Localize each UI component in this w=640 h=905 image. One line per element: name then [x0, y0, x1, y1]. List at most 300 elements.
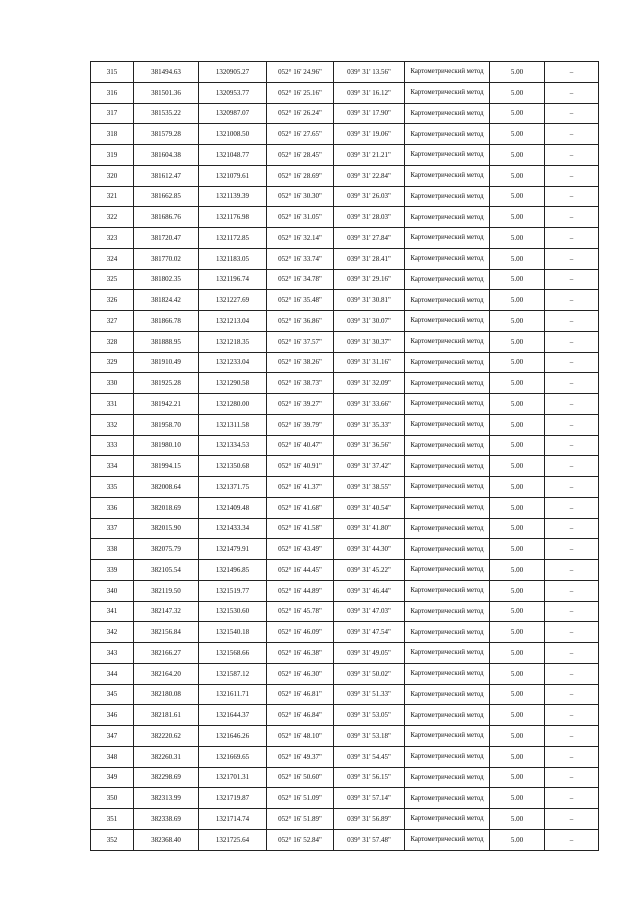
method-cell: Картометрический метод	[405, 726, 490, 747]
table-row	[91, 248, 599, 269]
point-number-cell: 320	[91, 165, 134, 186]
point-number-cell: 352	[91, 829, 134, 850]
table-row	[91, 601, 599, 622]
table-row	[91, 435, 599, 456]
latitude-cell: 052° 16' 41.58"	[267, 518, 334, 539]
longitude-cell: 039° 31' 36.56"	[334, 435, 405, 456]
accuracy-cell: 5.00	[490, 809, 545, 830]
latitude-cell: 052° 16' 41.68"	[267, 497, 334, 518]
x-coordinate-cell: 381604.38	[134, 145, 199, 166]
point-number-cell: 332	[91, 414, 134, 435]
latitude-cell: 052° 16' 50.60"	[267, 767, 334, 788]
method-cell: Картометрический метод	[405, 684, 490, 705]
y-coordinate-cell: 1321568.66	[199, 643, 267, 664]
y-coordinate-cell: 1321350.68	[199, 456, 267, 477]
longitude-cell: 039° 31' 53.18"	[334, 726, 405, 747]
method-cell: Картометрический метод	[405, 62, 490, 83]
y-coordinate-cell: 1321644.37	[199, 705, 267, 726]
table-row	[91, 331, 599, 352]
x-coordinate-cell: 382164.20	[134, 663, 199, 684]
point-number-cell: 329	[91, 352, 134, 373]
y-coordinate-cell: 1321540.18	[199, 622, 267, 643]
table-row	[91, 165, 599, 186]
x-coordinate-cell: 381910.49	[134, 352, 199, 373]
accuracy-cell: 5.00	[490, 726, 545, 747]
point-number-cell: 335	[91, 477, 134, 498]
accuracy-cell: 5.00	[490, 539, 545, 560]
accuracy-cell: 5.00	[490, 186, 545, 207]
x-coordinate-cell: 382220.62	[134, 726, 199, 747]
note-cell: –	[545, 643, 599, 664]
method-cell: Картометрический метод	[405, 207, 490, 228]
point-number-cell: 323	[91, 228, 134, 249]
note-cell: –	[545, 705, 599, 726]
table-row	[91, 477, 599, 498]
method-cell: Картометрический метод	[405, 145, 490, 166]
accuracy-cell: 5.00	[490, 477, 545, 498]
x-coordinate-cell: 382180.08	[134, 684, 199, 705]
table-row	[91, 352, 599, 373]
method-cell: Картометрический метод	[405, 809, 490, 830]
note-cell: –	[545, 82, 599, 103]
y-coordinate-cell: 1320987.07	[199, 103, 267, 124]
note-cell: –	[545, 435, 599, 456]
y-coordinate-cell: 1321290.58	[199, 373, 267, 394]
latitude-cell: 052° 16' 30.30"	[267, 186, 334, 207]
longitude-cell: 039° 31' 57.14"	[334, 788, 405, 809]
latitude-cell: 052° 16' 46.81"	[267, 684, 334, 705]
y-coordinate-cell: 1321496.85	[199, 560, 267, 581]
method-cell: Картометрический метод	[405, 269, 490, 290]
latitude-cell: 052° 16' 36.86"	[267, 311, 334, 332]
x-coordinate-cell: 382147.32	[134, 601, 199, 622]
x-coordinate-cell: 382008.64	[134, 477, 199, 498]
accuracy-cell: 5.00	[490, 228, 545, 249]
longitude-cell: 039° 31' 53.05"	[334, 705, 405, 726]
x-coordinate-cell: 381958.70	[134, 414, 199, 435]
point-number-cell: 327	[91, 311, 134, 332]
latitude-cell: 052° 16' 34.78"	[267, 269, 334, 290]
method-cell: Картометрический метод	[405, 124, 490, 145]
point-number-cell: 345	[91, 684, 134, 705]
accuracy-cell: 5.00	[490, 643, 545, 664]
method-cell: Картометрический метод	[405, 248, 490, 269]
accuracy-cell: 5.00	[490, 414, 545, 435]
latitude-cell: 052° 16' 45.78"	[267, 601, 334, 622]
point-number-cell: 316	[91, 82, 134, 103]
table-row	[91, 228, 599, 249]
x-coordinate-cell: 382105.54	[134, 560, 199, 581]
accuracy-cell: 5.00	[490, 829, 545, 850]
latitude-cell: 052° 16' 51.09"	[267, 788, 334, 809]
method-cell: Картометрический метод	[405, 767, 490, 788]
coordinates-table-body	[91, 62, 599, 851]
latitude-cell: 052° 16' 33.74"	[267, 248, 334, 269]
latitude-cell: 052° 16' 39.27"	[267, 394, 334, 415]
longitude-cell: 039° 31' 56.15"	[334, 767, 405, 788]
method-cell: Картометрический метод	[405, 414, 490, 435]
method-cell: Картометрический метод	[405, 228, 490, 249]
longitude-cell: 039° 31' 57.48"	[334, 829, 405, 850]
longitude-cell: 039° 31' 32.09"	[334, 373, 405, 394]
accuracy-cell: 5.00	[490, 684, 545, 705]
table-row	[91, 373, 599, 394]
table-row	[91, 124, 599, 145]
accuracy-cell: 5.00	[490, 518, 545, 539]
note-cell: –	[545, 622, 599, 643]
accuracy-cell: 5.00	[490, 497, 545, 518]
note-cell: –	[545, 477, 599, 498]
note-cell: –	[545, 124, 599, 145]
method-cell: Картометрический метод	[405, 643, 490, 664]
longitude-cell: 039° 31' 47.03"	[334, 601, 405, 622]
latitude-cell: 052° 16' 28.69"	[267, 165, 334, 186]
y-coordinate-cell: 1321669.65	[199, 746, 267, 767]
accuracy-cell: 5.00	[490, 352, 545, 373]
latitude-cell: 052° 16' 44.45"	[267, 560, 334, 581]
latitude-cell: 052° 16' 38.26"	[267, 352, 334, 373]
longitude-cell: 039° 31' 31.16"	[334, 352, 405, 373]
table-row	[91, 809, 599, 830]
method-cell: Картометрический метод	[405, 456, 490, 477]
note-cell: –	[545, 518, 599, 539]
note-cell: –	[545, 186, 599, 207]
note-cell: –	[545, 228, 599, 249]
y-coordinate-cell: 1321280.00	[199, 394, 267, 415]
accuracy-cell: 5.00	[490, 663, 545, 684]
x-coordinate-cell: 382075.79	[134, 539, 199, 560]
method-cell: Картометрический метод	[405, 705, 490, 726]
note-cell: –	[545, 352, 599, 373]
x-coordinate-cell: 381535.22	[134, 103, 199, 124]
note-cell: –	[545, 145, 599, 166]
x-coordinate-cell: 382181.61	[134, 705, 199, 726]
point-number-cell: 339	[91, 560, 134, 581]
table-row	[91, 560, 599, 581]
method-cell: Картометрический метод	[405, 518, 490, 539]
method-cell: Картометрический метод	[405, 311, 490, 332]
accuracy-cell: 5.00	[490, 311, 545, 332]
longitude-cell: 039° 31' 37.42"	[334, 456, 405, 477]
method-cell: Картометрический метод	[405, 622, 490, 643]
y-coordinate-cell: 1321433.34	[199, 518, 267, 539]
note-cell: –	[545, 809, 599, 830]
longitude-cell: 039° 31' 46.44"	[334, 580, 405, 601]
table-row	[91, 518, 599, 539]
x-coordinate-cell: 382018.69	[134, 497, 199, 518]
longitude-cell: 039° 31' 44.30"	[334, 539, 405, 560]
latitude-cell: 052° 16' 46.84"	[267, 705, 334, 726]
note-cell: –	[545, 601, 599, 622]
accuracy-cell: 5.00	[490, 207, 545, 228]
point-number-cell: 322	[91, 207, 134, 228]
note-cell: –	[545, 829, 599, 850]
point-number-cell: 348	[91, 746, 134, 767]
point-number-cell: 344	[91, 663, 134, 684]
table-row	[91, 456, 599, 477]
method-cell: Картометрический метод	[405, 165, 490, 186]
longitude-cell: 039° 31' 22.84"	[334, 165, 405, 186]
y-coordinate-cell: 1321725.64	[199, 829, 267, 850]
longitude-cell: 039° 31' 35.33"	[334, 414, 405, 435]
point-number-cell: 317	[91, 103, 134, 124]
x-coordinate-cell: 381770.02	[134, 248, 199, 269]
accuracy-cell: 5.00	[490, 145, 545, 166]
point-number-cell: 321	[91, 186, 134, 207]
y-coordinate-cell: 1321196.74	[199, 269, 267, 290]
accuracy-cell: 5.00	[490, 601, 545, 622]
x-coordinate-cell: 381925.28	[134, 373, 199, 394]
x-coordinate-cell: 382298.69	[134, 767, 199, 788]
point-number-cell: 325	[91, 269, 134, 290]
y-coordinate-cell: 1321008.50	[199, 124, 267, 145]
x-coordinate-cell: 381501.36	[134, 82, 199, 103]
point-number-cell: 336	[91, 497, 134, 518]
table-row	[91, 145, 599, 166]
note-cell: –	[545, 539, 599, 560]
point-number-cell: 349	[91, 767, 134, 788]
longitude-cell: 039° 31' 56.89"	[334, 809, 405, 830]
point-number-cell: 338	[91, 539, 134, 560]
y-coordinate-cell: 1321213.04	[199, 311, 267, 332]
coordinates-table	[90, 61, 599, 851]
point-number-cell: 351	[91, 809, 134, 830]
accuracy-cell: 5.00	[490, 788, 545, 809]
point-number-cell: 350	[91, 788, 134, 809]
x-coordinate-cell: 381494.63	[134, 62, 199, 83]
latitude-cell: 052° 16' 35.48"	[267, 290, 334, 311]
latitude-cell: 052° 16' 46.30"	[267, 663, 334, 684]
table-row	[91, 207, 599, 228]
latitude-cell: 052° 16' 38.73"	[267, 373, 334, 394]
table-row	[91, 82, 599, 103]
x-coordinate-cell: 382260.31	[134, 746, 199, 767]
y-coordinate-cell: 1321233.04	[199, 352, 267, 373]
latitude-cell: 052° 16' 24.96"	[267, 62, 334, 83]
table-row	[91, 726, 599, 747]
accuracy-cell: 5.00	[490, 62, 545, 83]
table-row	[91, 580, 599, 601]
table-row	[91, 103, 599, 124]
y-coordinate-cell: 1320953.77	[199, 82, 267, 103]
latitude-cell: 052° 16' 49.37"	[267, 746, 334, 767]
y-coordinate-cell: 1321139.39	[199, 186, 267, 207]
point-number-cell: 333	[91, 435, 134, 456]
latitude-cell: 052° 16' 51.89"	[267, 809, 334, 830]
y-coordinate-cell: 1321183.05	[199, 248, 267, 269]
y-coordinate-cell: 1321218.35	[199, 331, 267, 352]
longitude-cell: 039° 31' 30.81"	[334, 290, 405, 311]
point-number-cell: 334	[91, 456, 134, 477]
latitude-cell: 052° 16' 44.89"	[267, 580, 334, 601]
accuracy-cell: 5.00	[490, 124, 545, 145]
longitude-cell: 039° 31' 38.55"	[334, 477, 405, 498]
point-number-cell: 343	[91, 643, 134, 664]
latitude-cell: 052° 16' 28.45"	[267, 145, 334, 166]
y-coordinate-cell: 1321334.53	[199, 435, 267, 456]
accuracy-cell: 5.00	[490, 269, 545, 290]
longitude-cell: 039° 31' 50.02"	[334, 663, 405, 684]
x-coordinate-cell: 381980.10	[134, 435, 199, 456]
longitude-cell: 039° 31' 41.80"	[334, 518, 405, 539]
longitude-cell: 039° 31' 16.12"	[334, 82, 405, 103]
table-row	[91, 311, 599, 332]
method-cell: Картометрический метод	[405, 435, 490, 456]
table-row	[91, 684, 599, 705]
accuracy-cell: 5.00	[490, 248, 545, 269]
table-row	[91, 62, 599, 83]
longitude-cell: 039° 31' 49.05"	[334, 643, 405, 664]
table-row	[91, 497, 599, 518]
x-coordinate-cell: 381686.76	[134, 207, 199, 228]
point-number-cell: 330	[91, 373, 134, 394]
latitude-cell: 052° 16' 41.37"	[267, 477, 334, 498]
y-coordinate-cell: 1321719.87	[199, 788, 267, 809]
method-cell: Картометрический метод	[405, 560, 490, 581]
x-coordinate-cell: 381579.28	[134, 124, 199, 145]
longitude-cell: 039° 31' 27.84"	[334, 228, 405, 249]
accuracy-cell: 5.00	[490, 456, 545, 477]
y-coordinate-cell: 1321048.77	[199, 145, 267, 166]
point-number-cell: 346	[91, 705, 134, 726]
accuracy-cell: 5.00	[490, 622, 545, 643]
latitude-cell: 052° 16' 40.91"	[267, 456, 334, 477]
y-coordinate-cell: 1321714.74	[199, 809, 267, 830]
method-cell: Картометрический метод	[405, 663, 490, 684]
point-number-cell: 341	[91, 601, 134, 622]
x-coordinate-cell: 382368.40	[134, 829, 199, 850]
accuracy-cell: 5.00	[490, 705, 545, 726]
longitude-cell: 039° 31' 26.03"	[334, 186, 405, 207]
table-row	[91, 767, 599, 788]
note-cell: –	[545, 207, 599, 228]
table-row	[91, 290, 599, 311]
note-cell: –	[545, 103, 599, 124]
method-cell: Картометрический метод	[405, 394, 490, 415]
note-cell: –	[545, 62, 599, 83]
x-coordinate-cell: 382015.90	[134, 518, 199, 539]
method-cell: Картометрический метод	[405, 580, 490, 601]
note-cell: –	[545, 290, 599, 311]
point-number-cell: 315	[91, 62, 134, 83]
table-row	[91, 539, 599, 560]
y-coordinate-cell: 1321646.26	[199, 726, 267, 747]
latitude-cell: 052° 16' 39.79"	[267, 414, 334, 435]
longitude-cell: 039° 31' 19.06"	[334, 124, 405, 145]
method-cell: Картометрический метод	[405, 746, 490, 767]
point-number-cell: 326	[91, 290, 134, 311]
note-cell: –	[545, 767, 599, 788]
note-cell: –	[545, 726, 599, 747]
longitude-cell: 039° 31' 30.37"	[334, 331, 405, 352]
accuracy-cell: 5.00	[490, 580, 545, 601]
note-cell: –	[545, 414, 599, 435]
note-cell: –	[545, 373, 599, 394]
latitude-cell: 052° 16' 40.47"	[267, 435, 334, 456]
longitude-cell: 039° 31' 13.56"	[334, 62, 405, 83]
x-coordinate-cell: 381720.47	[134, 228, 199, 249]
accuracy-cell: 5.00	[490, 435, 545, 456]
x-coordinate-cell: 381888.95	[134, 331, 199, 352]
accuracy-cell: 5.00	[490, 394, 545, 415]
method-cell: Картометрический метод	[405, 373, 490, 394]
latitude-cell: 052° 16' 48.10"	[267, 726, 334, 747]
point-number-cell: 319	[91, 145, 134, 166]
latitude-cell: 052° 16' 46.09"	[267, 622, 334, 643]
x-coordinate-cell: 381824.42	[134, 290, 199, 311]
table-row	[91, 643, 599, 664]
longitude-cell: 039° 31' 47.54"	[334, 622, 405, 643]
method-cell: Картометрический метод	[405, 601, 490, 622]
method-cell: Картометрический метод	[405, 497, 490, 518]
accuracy-cell: 5.00	[490, 373, 545, 394]
longitude-cell: 039° 31' 17.90"	[334, 103, 405, 124]
x-coordinate-cell: 381942.21	[134, 394, 199, 415]
method-cell: Картометрический метод	[405, 352, 490, 373]
accuracy-cell: 5.00	[490, 165, 545, 186]
table-row	[91, 663, 599, 684]
x-coordinate-cell: 381662.85	[134, 186, 199, 207]
method-cell: Картометрический метод	[405, 290, 490, 311]
latitude-cell: 052° 16' 52.84"	[267, 829, 334, 850]
longitude-cell: 039° 31' 33.66"	[334, 394, 405, 415]
method-cell: Картометрический метод	[405, 829, 490, 850]
note-cell: –	[545, 560, 599, 581]
note-cell: –	[545, 456, 599, 477]
latitude-cell: 052° 16' 27.65"	[267, 124, 334, 145]
accuracy-cell: 5.00	[490, 82, 545, 103]
accuracy-cell: 5.00	[490, 767, 545, 788]
x-coordinate-cell: 381866.78	[134, 311, 199, 332]
longitude-cell: 039° 31' 45.22"	[334, 560, 405, 581]
latitude-cell: 052° 16' 32.14"	[267, 228, 334, 249]
longitude-cell: 039° 31' 29.16"	[334, 269, 405, 290]
longitude-cell: 039° 31' 40.54"	[334, 497, 405, 518]
latitude-cell: 052° 16' 37.57"	[267, 331, 334, 352]
y-coordinate-cell: 1321079.61	[199, 165, 267, 186]
method-cell: Картометрический метод	[405, 82, 490, 103]
note-cell: –	[545, 746, 599, 767]
latitude-cell: 052° 16' 26.24"	[267, 103, 334, 124]
method-cell: Картометрический метод	[405, 539, 490, 560]
x-coordinate-cell: 382156.84	[134, 622, 199, 643]
point-number-cell: 331	[91, 394, 134, 415]
accuracy-cell: 5.00	[490, 560, 545, 581]
y-coordinate-cell: 1320905.27	[199, 62, 267, 83]
latitude-cell: 052° 16' 25.16"	[267, 82, 334, 103]
table-row	[91, 269, 599, 290]
table-row	[91, 394, 599, 415]
point-number-cell: 324	[91, 248, 134, 269]
x-coordinate-cell: 382119.50	[134, 580, 199, 601]
note-cell: –	[545, 269, 599, 290]
method-cell: Картометрический метод	[405, 186, 490, 207]
table-row	[91, 829, 599, 850]
y-coordinate-cell: 1321409.48	[199, 497, 267, 518]
longitude-cell: 039° 31' 54.45"	[334, 746, 405, 767]
point-number-cell: 318	[91, 124, 134, 145]
longitude-cell: 039° 31' 51.33"	[334, 684, 405, 705]
note-cell: –	[545, 165, 599, 186]
y-coordinate-cell: 1321227.69	[199, 290, 267, 311]
point-number-cell: 347	[91, 726, 134, 747]
y-coordinate-cell: 1321587.12	[199, 663, 267, 684]
note-cell: –	[545, 248, 599, 269]
longitude-cell: 039° 31' 28.41"	[334, 248, 405, 269]
note-cell: –	[545, 331, 599, 352]
note-cell: –	[545, 684, 599, 705]
note-cell: –	[545, 788, 599, 809]
